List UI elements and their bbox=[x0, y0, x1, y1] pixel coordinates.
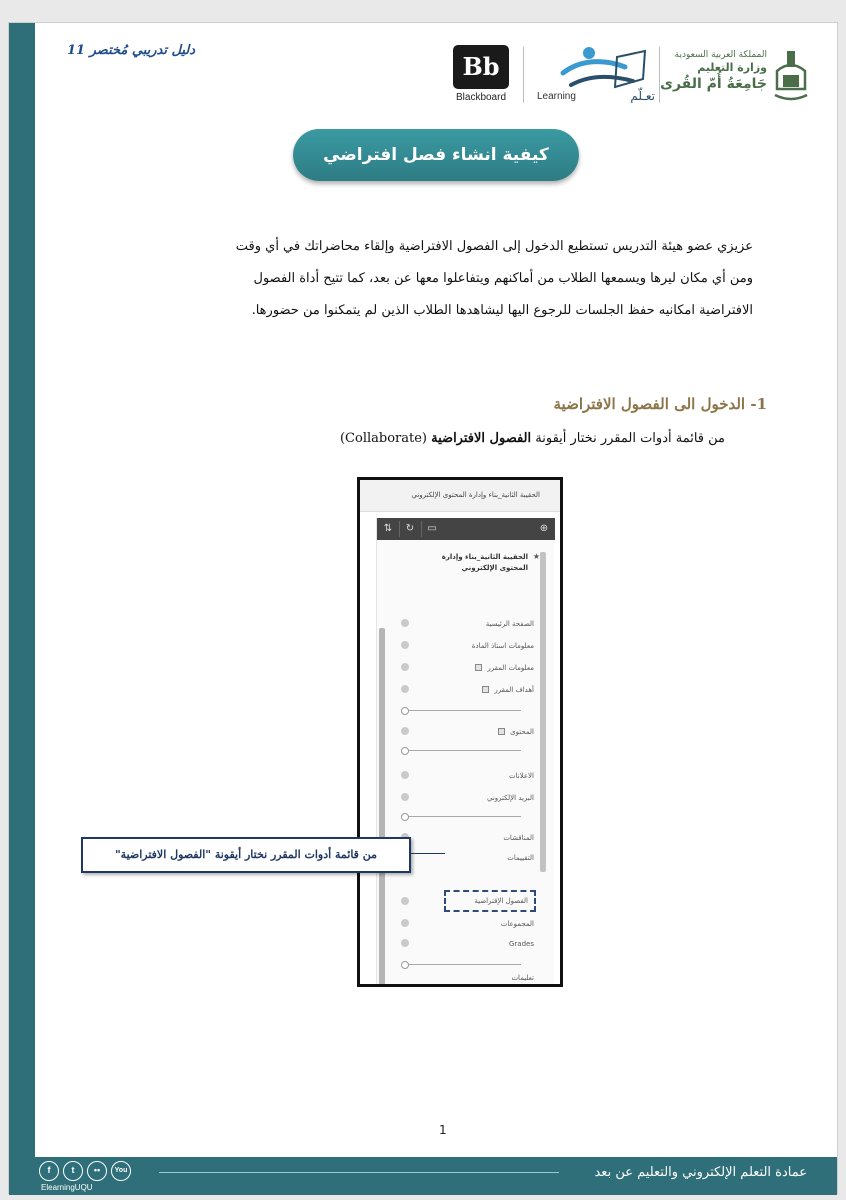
add-icon[interactable]: ⊕ bbox=[539, 523, 549, 534]
screenshot-header-text: الحقيبة الثانية_بناء وإدارة المحتوى الإلكتروني bbox=[411, 491, 540, 499]
menu-item-dot bbox=[401, 727, 409, 735]
university-seal-icon bbox=[771, 49, 811, 105]
menu-item-dot bbox=[401, 919, 409, 927]
menu-item-dot bbox=[401, 641, 409, 649]
logo-divider bbox=[523, 47, 524, 103]
blackboard-mark: Bb bbox=[453, 45, 509, 89]
menu-item-dot bbox=[401, 793, 409, 801]
learning-logo bbox=[533, 45, 657, 107]
blackboard-name: Blackboard bbox=[455, 92, 507, 103]
menu-divider bbox=[401, 964, 521, 965]
page-title: كيفية انشاء فصل افتراضي bbox=[293, 129, 579, 181]
intro-line: الافتراضية امكانيه حفظ الجلسات للرجوع اليها ليشاهدها الطلاب الذين لم يتمكنوا من حضورها. bbox=[251, 303, 753, 318]
learning-arabic: تعـلّم bbox=[630, 89, 655, 103]
menu-item-dot bbox=[401, 771, 409, 779]
menu-item-dot bbox=[401, 897, 409, 905]
menu-item-evaluations[interactable]: التقييمات bbox=[507, 854, 534, 862]
left-color-bar bbox=[9, 23, 35, 1193]
menu-divider bbox=[401, 816, 521, 817]
menu-item-course-info[interactable] bbox=[475, 664, 534, 672]
menu-item-grades[interactable]: Grades bbox=[509, 940, 534, 948]
instruction-bold: الفصول الافتراضية bbox=[431, 431, 532, 446]
callout-label: من قائمة أدوات المقرر نختار أيقونة "الفصول الافتراضية" bbox=[81, 837, 411, 873]
intro-paragraph bbox=[127, 231, 753, 327]
blackboard-logo bbox=[449, 45, 513, 107]
menu-item-label: معلومات المقرر bbox=[487, 664, 534, 672]
sort-icon[interactable]: ⇅ bbox=[383, 523, 393, 534]
university-line-2: وزارة التعليم bbox=[697, 61, 767, 74]
menu-item-content[interactable] bbox=[498, 728, 534, 736]
learning-mark-icon bbox=[541, 45, 653, 93]
menu-divider bbox=[401, 750, 521, 751]
instruction-before: من قائمة أدوات المقرر نختار أيقونة bbox=[531, 431, 725, 446]
menu-item-label: المحتوى bbox=[510, 728, 534, 736]
university-logo bbox=[659, 43, 811, 113]
page-icon bbox=[475, 664, 482, 671]
instruction-after: (Collaborate) bbox=[339, 431, 432, 446]
guide-title: دليل تدريبي مُختصر 11 bbox=[67, 43, 196, 58]
screenshot-header bbox=[360, 480, 560, 512]
callout-connector bbox=[411, 853, 445, 854]
star-icon: ★ bbox=[532, 552, 540, 561]
menu-toolbar bbox=[377, 518, 555, 540]
menu-item-discussions[interactable]: المناقشات bbox=[503, 834, 534, 842]
section-heading: 1- الدخول الى الفصول الافتراضية bbox=[553, 395, 767, 413]
university-name bbox=[659, 49, 767, 93]
menu-item-groups[interactable]: المجموعات bbox=[500, 920, 534, 928]
intro-line: عزيزي عضو هيئة التدريس تستطيع الدخول إلى الفصول الافتراضية وإلقاء محاضراتك في أي وقت bbox=[235, 239, 753, 254]
menu-item-instructor-info[interactable]: معلومات استاذ المادة bbox=[471, 642, 534, 650]
youtube-icon[interactable]: You bbox=[111, 1161, 131, 1181]
course-title-text: الحقيبة الثانية_بناء وإدارة المحتوى الإلكتروني bbox=[441, 553, 528, 572]
right-scrollbar[interactable] bbox=[540, 552, 546, 872]
menu-item-dot bbox=[401, 939, 409, 947]
menu-item-dot bbox=[401, 619, 409, 627]
menu-item-email[interactable]: البريد الإلكتروني bbox=[487, 794, 534, 802]
page-footer bbox=[9, 1157, 837, 1195]
learning-latin: Learning bbox=[537, 91, 576, 102]
menu-item-announcements[interactable]: الاعلانات bbox=[509, 772, 534, 780]
menu-item-dot bbox=[401, 663, 409, 671]
university-line-3: جَامِعَةُ أُمّ القُرى bbox=[660, 76, 767, 92]
menu-item-virtual-classes[interactable]: الفصول الإفتراضية bbox=[444, 890, 536, 912]
menu-item-dot bbox=[401, 685, 409, 693]
menu-item-home[interactable]: الصفحة الرئيسية bbox=[485, 620, 534, 628]
university-line-1: المملكة العربية السعودية bbox=[674, 50, 767, 60]
course-title[interactable] bbox=[420, 552, 540, 574]
facebook-icon[interactable]: f bbox=[39, 1161, 59, 1181]
menu-item-instructions[interactable]: تعليمات bbox=[511, 974, 534, 982]
social-handle: ElearningUQU bbox=[41, 1183, 93, 1192]
page-icon bbox=[498, 728, 505, 735]
menu-item-label: أهداف المقرر bbox=[494, 686, 534, 694]
refresh-icon[interactable]: ↻ bbox=[405, 523, 415, 534]
page-number: 1 bbox=[439, 1123, 447, 1137]
course-menu-panel bbox=[376, 518, 554, 986]
left-scrollbar[interactable] bbox=[379, 628, 385, 987]
footer-rule bbox=[159, 1172, 559, 1173]
menu-divider bbox=[401, 710, 521, 711]
document-page bbox=[8, 22, 838, 1194]
twitter-icon[interactable]: t bbox=[63, 1161, 83, 1181]
folder-icon[interactable]: ▭ bbox=[427, 523, 437, 534]
footer-text: عمادة التعلم الإلكتروني والتعليم عن بعد bbox=[594, 1165, 807, 1180]
intro-line: ومن أي مكان ليرها ويسمعها الطلاب من أماكنهم ويتفاعلوا معها عن بعد، كما تتيح أداة الفصول bbox=[253, 271, 753, 286]
menu-item-course-goals[interactable] bbox=[482, 686, 534, 694]
flickr-icon[interactable]: •• bbox=[87, 1161, 107, 1181]
course-menu-screenshot bbox=[357, 477, 563, 987]
page-icon bbox=[482, 686, 489, 693]
instruction-text bbox=[340, 431, 725, 446]
